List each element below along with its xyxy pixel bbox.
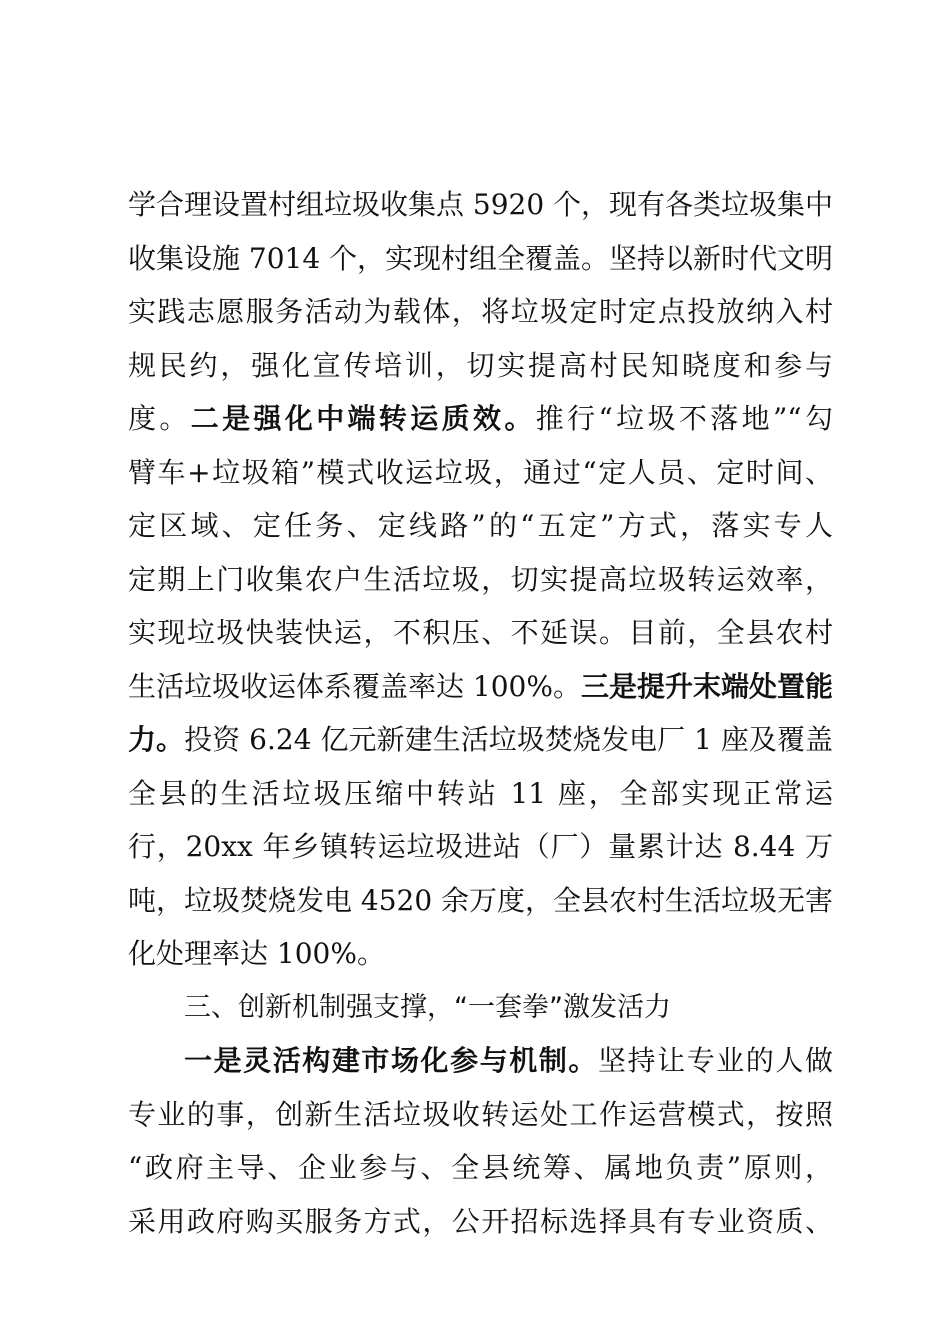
text-line: 定期上门收集农户生活垃圾，切实提高垃圾转运效率，	[128, 562, 833, 596]
text-line: 行，20xx 年乡镇转运垃圾进站（厂）量累计达 8.44 万	[128, 830, 833, 863]
text-line: 专业的事，创新生活垃圾收转运处工作运营模式，按照	[128, 1097, 833, 1131]
text-line: 采用政府购买服务方式，公开招标选择具有专业资质、	[128, 1204, 833, 1238]
text-line: 学合理设置村组垃圾收集点 5920 个，现有各类垃圾集中	[128, 188, 834, 221]
text-run: 投资 6.24 亿元新建生活垃圾焚烧发电厂 1 座及覆盖	[184, 723, 833, 756]
text-line: 臂车+垃圾箱”模式收运垃圾，通过“定人员、定时间、	[128, 455, 833, 489]
bold-lead-phrase: 二是强化中端转运质效。	[190, 402, 536, 435]
bold-lead-phrase: 三是提升末端处置能	[580, 669, 833, 703]
text-line: 规民约，强化宣传培训，切实提高村民知晓度和参与	[128, 348, 833, 382]
text-line: 化处理率达 100%。	[128, 937, 385, 970]
text-line: 实践志愿服务活动为载体，将垃圾定时定点投放纳入村	[128, 295, 833, 328]
text-line	[128, 1034, 833, 1088]
text-line: 全县的生活垃圾压缩中转站 11 座，全部实现正常运	[128, 776, 833, 810]
section-heading: 三、创新机制强支撑，“一套拳”激发活力	[184, 991, 671, 1023]
text-run: 坚持让专业的人做	[597, 1044, 833, 1077]
text-line: “政府主导、企业参与、全县统筹、属地负责”原则，	[128, 1151, 833, 1184]
text-run: 度。	[128, 402, 191, 435]
text-run: 推行“垃圾不落地”“勾	[535, 402, 833, 435]
text-line	[128, 392, 833, 446]
text-line: 实现垃圾快装快运，不积压、不延误。目前，全县农村	[128, 616, 833, 649]
bold-lead-phrase: 一是灵活构建市场化参与机制。	[184, 1044, 598, 1077]
text-line	[128, 660, 833, 714]
text-line: 收集设施 7014 个，实现村组全覆盖。坚持以新时代文明	[128, 241, 834, 275]
text-run: 生活垃圾收运体系覆盖率达 100%。	[128, 669, 581, 703]
bold-lead-phrase: 力。	[128, 723, 185, 756]
text-line: 吨，垃圾焚烧发电 4520 余万度，全县农村生活垃圾无害	[128, 883, 834, 917]
text-line	[128, 713, 833, 767]
body-text	[128, 178, 833, 1248]
text-line: 定区域、定任务、定线路”的“五定”方式，落实专人	[128, 509, 833, 542]
